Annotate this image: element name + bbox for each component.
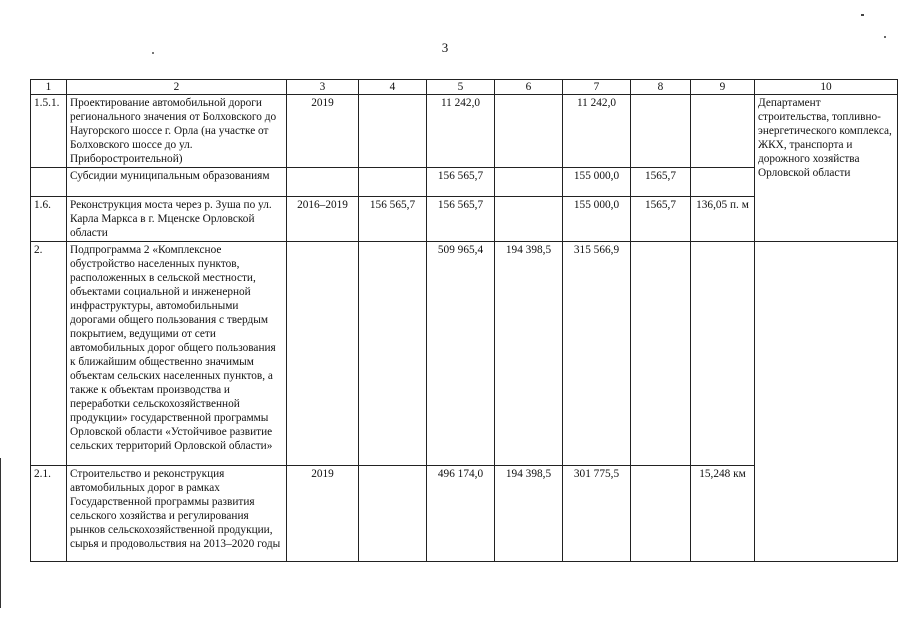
header-cell: 5 bbox=[427, 80, 495, 95]
header-cell: 6 bbox=[495, 80, 563, 95]
row-year bbox=[287, 168, 359, 197]
header-cell: 4 bbox=[359, 80, 427, 95]
scan-speck bbox=[861, 14, 864, 16]
row-c7: 301 775,5 bbox=[563, 466, 631, 562]
row-c8 bbox=[631, 95, 691, 168]
row-c6: 194 398,5 bbox=[495, 242, 563, 466]
row-year: 2019 bbox=[287, 466, 359, 562]
row-c4: 156 565,7 bbox=[359, 197, 427, 242]
row-c9: 136,05 п. м bbox=[691, 197, 755, 242]
table-row bbox=[31, 242, 898, 466]
table-row bbox=[31, 95, 898, 168]
row-c5: 156 565,7 bbox=[427, 197, 495, 242]
responsible-executor: Департамент строительства, топливно-энергетического комплекса, ЖКХ, транспорта и дорожного хозяйства Орловской области bbox=[755, 95, 898, 242]
empty-cell bbox=[755, 242, 898, 562]
row-name: Проектирование автомобильной дороги регионального значения от Болховского до Наугорского шоссе г. Орла (на участке от Болховского шоссе до ул. Приборостроительной) bbox=[67, 95, 287, 168]
row-c6 bbox=[495, 168, 563, 197]
row-name: Подпрограмма 2 «Комплексное обустройство населенных пунктов, расположенных в сельской местности, объектами социальной и инженерной инфраструктуры, автомобильными дорогами общего пользования с твердым покрытием, ведущими от сети автомобильных дорог общего пользования к ближайшим общественно значимым объектам сельских населенных пунктов, а также к объектам производства и переработки сельскохозяйственной продукции» государственной программы Орловской области «Устойчивое развитие сельских территорий Орловской области» bbox=[67, 242, 287, 466]
header-cell: 9 bbox=[691, 80, 755, 95]
row-c5: 156 565,7 bbox=[427, 168, 495, 197]
row-number: 1.6. bbox=[31, 197, 67, 242]
row-c6 bbox=[495, 197, 563, 242]
row-c8 bbox=[631, 466, 691, 562]
row-c7: 315 566,9 bbox=[563, 242, 631, 466]
row-year: 2016–2019 bbox=[287, 197, 359, 242]
row-c7: 11 242,0 bbox=[563, 95, 631, 168]
row-c9 bbox=[691, 95, 755, 168]
row-number bbox=[31, 168, 67, 197]
row-c4 bbox=[359, 168, 427, 197]
row-c7: 155 000,0 bbox=[563, 197, 631, 242]
row-name: Строительство и реконструкция автомобильных дорог в рамках Государственной программы развития сельского хозяйства и регулирования рынков сельскохозяйственной продукции, сырья и продовольствия на 2013–2020 годы bbox=[67, 466, 287, 562]
row-c4 bbox=[359, 95, 427, 168]
header-cell: 7 bbox=[563, 80, 631, 95]
row-c5: 11 242,0 bbox=[427, 95, 495, 168]
row-c6: 194 398,5 bbox=[495, 466, 563, 562]
header-cell: 3 bbox=[287, 80, 359, 95]
header-cell: 8 bbox=[631, 80, 691, 95]
row-c8: 1565,7 bbox=[631, 197, 691, 242]
row-year bbox=[287, 242, 359, 466]
row-name: Субсидии муниципальным образованиям bbox=[67, 168, 287, 197]
header-row bbox=[31, 80, 898, 95]
row-c9 bbox=[691, 242, 755, 466]
header-cell: 2 bbox=[67, 80, 287, 95]
row-number: 1.5.1. bbox=[31, 95, 67, 168]
row-c5: 509 965,4 bbox=[427, 242, 495, 466]
row-c4 bbox=[359, 242, 427, 466]
row-c4 bbox=[359, 466, 427, 562]
header-cell: 1 bbox=[31, 80, 67, 95]
row-year: 2019 bbox=[287, 95, 359, 168]
row-c8: 1565,7 bbox=[631, 168, 691, 197]
row-c9 bbox=[691, 168, 755, 197]
row-number: 2. bbox=[31, 242, 67, 466]
header-cell: 10 bbox=[755, 80, 898, 95]
row-name: Реконструкция моста через р. Зуша по ул. Карла Маркса в г. Мценске Орловской области bbox=[67, 197, 287, 242]
row-c5: 496 174,0 bbox=[427, 466, 495, 562]
scan-edge-line bbox=[0, 458, 1, 608]
page-number: 3 bbox=[441, 40, 449, 55]
row-c9: 15,248 км bbox=[691, 466, 755, 562]
row-c8 bbox=[631, 242, 691, 466]
row-c7: 155 000,0 bbox=[563, 168, 631, 197]
row-c6 bbox=[495, 95, 563, 168]
program-table bbox=[30, 79, 898, 562]
scan-speck bbox=[884, 36, 886, 38]
row-number: 2.1. bbox=[31, 466, 67, 562]
